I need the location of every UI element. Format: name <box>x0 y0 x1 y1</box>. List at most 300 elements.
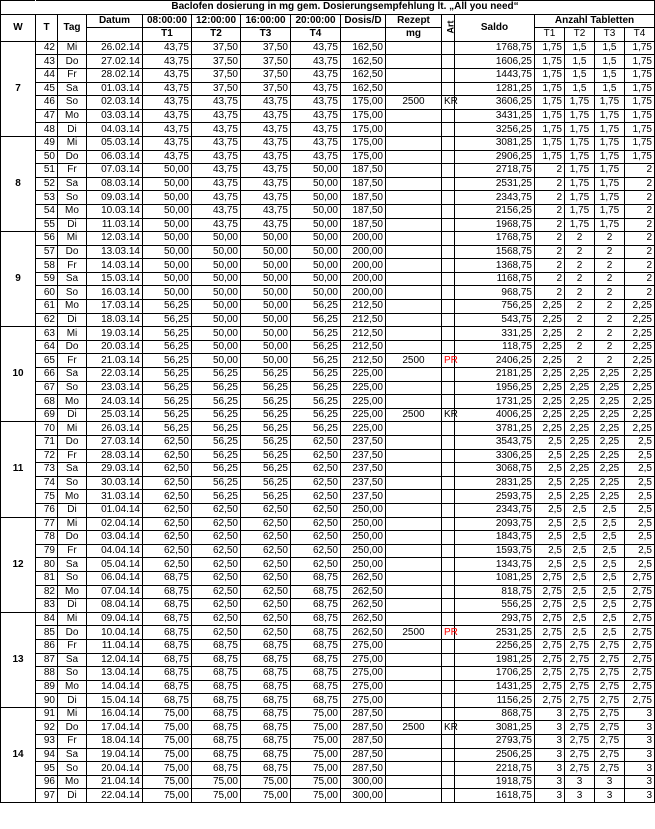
tablets-t3: 2 <box>595 340 625 354</box>
table-row <box>1 476 655 490</box>
dose-per-day: 187,50 <box>341 177 386 191</box>
dose-per-day: 250,00 <box>341 531 386 545</box>
header-tab-t1: T1 <box>535 28 565 42</box>
weekday: Sa <box>58 272 87 286</box>
table-row <box>1 354 655 368</box>
prescription <box>386 55 442 69</box>
date: 06.03.14 <box>87 150 143 164</box>
tablets-t3: 1,75 <box>595 123 625 137</box>
dose-08: 50,00 <box>143 218 192 232</box>
dose-20: 68,75 <box>291 653 341 667</box>
tablets-t2: 2 <box>565 245 595 259</box>
tablets-t2: 2,75 <box>565 762 595 776</box>
day-number: 55 <box>36 218 58 232</box>
dose-16: 56,25 <box>241 490 291 504</box>
dose-20: 68,75 <box>291 667 341 681</box>
dose-12: 56,25 <box>192 449 241 463</box>
dose-08: 50,00 <box>143 177 192 191</box>
tablets-t3: 2,5 <box>595 517 625 531</box>
dose-16: 68,75 <box>241 721 291 735</box>
dose-16: 50,00 <box>241 245 291 259</box>
balance: 2718,75 <box>455 164 535 178</box>
day-number: 53 <box>36 191 58 205</box>
day-number: 42 <box>36 41 58 55</box>
dose-08: 50,00 <box>143 259 192 273</box>
day-number: 64 <box>36 340 58 354</box>
tablets-t2: 1,75 <box>565 218 595 232</box>
date: 23.03.14 <box>87 381 143 395</box>
prescription <box>386 232 442 246</box>
prescription <box>386 571 442 585</box>
day-number: 63 <box>36 327 58 341</box>
header-t2: T2 <box>192 28 241 42</box>
dose-20: 62,50 <box>291 490 341 504</box>
tablets-t2: 1,5 <box>565 55 595 69</box>
tablets-t1: 2,5 <box>535 503 565 517</box>
dose-16: 62,50 <box>241 612 291 626</box>
prescription-type <box>442 748 455 762</box>
date: 16.03.14 <box>87 286 143 300</box>
tablets-t3: 3 <box>595 789 625 803</box>
dose-20: 43,75 <box>291 109 341 123</box>
tablets-t4: 2,5 <box>625 476 655 490</box>
tablets-t1: 2 <box>535 245 565 259</box>
tablets-t4: 2,5 <box>625 517 655 531</box>
weekday: Mi <box>58 327 87 341</box>
dose-per-day: 212,50 <box>341 354 386 368</box>
dose-20: 43,75 <box>291 136 341 150</box>
dose-per-day: 300,00 <box>341 789 386 803</box>
dose-12: 56,25 <box>192 476 241 490</box>
date: 09.04.14 <box>87 612 143 626</box>
prescription <box>386 191 442 205</box>
balance: 2406,25 <box>455 354 535 368</box>
tablets-t1: 2,5 <box>535 490 565 504</box>
day-number: 43 <box>36 55 58 69</box>
dose-20: 56,25 <box>291 340 341 354</box>
dose-08: 62,50 <box>143 463 192 477</box>
tablets-t1: 2,75 <box>535 653 565 667</box>
dose-12: 50,00 <box>192 340 241 354</box>
tablets-t1: 2,5 <box>535 476 565 490</box>
tablets-t3: 1,75 <box>595 96 625 110</box>
dose-08: 43,75 <box>143 136 192 150</box>
tablets-t2: 1,75 <box>565 164 595 178</box>
day-number: 59 <box>36 272 58 286</box>
dose-16: 50,00 <box>241 300 291 314</box>
dose-12: 43,75 <box>192 191 241 205</box>
balance: 4006,25 <box>455 408 535 422</box>
dose-16: 37,50 <box>241 68 291 82</box>
tablets-t1: 1,75 <box>535 82 565 96</box>
tablets-t3: 2,75 <box>595 748 625 762</box>
header-tab-t3: T3 <box>595 28 625 42</box>
prescription-type <box>442 204 455 218</box>
weekday: Mi <box>58 517 87 531</box>
date: 04.03.14 <box>87 123 143 137</box>
dose-08: 68,75 <box>143 626 192 640</box>
dose-12: 43,75 <box>192 150 241 164</box>
date: 21.04.14 <box>87 775 143 789</box>
balance: 1156,25 <box>455 694 535 708</box>
tablets-t4: 2,75 <box>625 612 655 626</box>
tablets-t1: 2 <box>535 259 565 273</box>
prescription <box>386 218 442 232</box>
prescription <box>386 775 442 789</box>
table-title: Baclofen dosierung in mg gem. Dosierungsempfehlung lt. „All you need“ <box>36 1 655 15</box>
weekday: So <box>58 381 87 395</box>
tablets-t3: 2,5 <box>595 531 625 545</box>
tablets-t2: 2 <box>565 340 595 354</box>
date: 26.02.14 <box>87 41 143 55</box>
header-time-12: 12:00:00 <box>192 14 241 28</box>
table-row <box>1 204 655 218</box>
weekday: Mo <box>58 300 87 314</box>
prescription <box>386 599 442 613</box>
header-t4: T4 <box>291 28 341 42</box>
balance: 1768,75 <box>455 41 535 55</box>
dose-20: 56,25 <box>291 381 341 395</box>
date: 13.04.14 <box>87 667 143 681</box>
prescription <box>386 436 442 450</box>
balance: 3543,75 <box>455 436 535 450</box>
dose-20: 43,75 <box>291 96 341 110</box>
prescription-type <box>442 463 455 477</box>
dose-16: 56,25 <box>241 422 291 436</box>
dose-12: 62,50 <box>192 612 241 626</box>
table-row <box>1 707 655 721</box>
prescription-type <box>442 286 455 300</box>
tablets-t2: 1,75 <box>565 96 595 110</box>
prescription <box>386 517 442 531</box>
dose-per-day: 212,50 <box>341 300 386 314</box>
tablets-t1: 1,75 <box>535 68 565 82</box>
balance: 818,75 <box>455 585 535 599</box>
day-number: 74 <box>36 476 58 490</box>
tablets-t2: 1,75 <box>565 136 595 150</box>
day-number: 56 <box>36 232 58 246</box>
tablets-t1: 2,5 <box>535 558 565 572</box>
dose-per-day: 200,00 <box>341 245 386 259</box>
dose-per-day: 250,00 <box>341 544 386 558</box>
tablets-t2: 1,5 <box>565 41 595 55</box>
day-number: 88 <box>36 667 58 681</box>
prescription <box>386 245 442 259</box>
tablets-t4: 2,75 <box>625 626 655 640</box>
balance: 2093,75 <box>455 517 535 531</box>
date: 29.03.14 <box>87 463 143 477</box>
dose-08: 62,50 <box>143 476 192 490</box>
prescription-type <box>442 259 455 273</box>
dose-per-day: 225,00 <box>341 368 386 382</box>
dose-12: 50,00 <box>192 245 241 259</box>
dose-16: 56,25 <box>241 449 291 463</box>
tablets-t3: 2 <box>595 354 625 368</box>
dose-12: 62,50 <box>192 517 241 531</box>
date: 27.02.14 <box>87 55 143 69</box>
header-day-number: T <box>36 14 58 41</box>
date: 18.04.14 <box>87 735 143 749</box>
table-row <box>1 449 655 463</box>
prescription-type <box>442 544 455 558</box>
table-row <box>1 789 655 803</box>
tablets-t4: 1,75 <box>625 123 655 137</box>
tablets-t2: 3 <box>565 775 595 789</box>
table-row <box>1 748 655 762</box>
dose-per-day: 225,00 <box>341 408 386 422</box>
tablets-t1: 3 <box>535 721 565 735</box>
prescription-type <box>442 599 455 613</box>
tablets-t3: 2,5 <box>595 558 625 572</box>
balance: 2156,25 <box>455 204 535 218</box>
date: 26.03.14 <box>87 422 143 436</box>
tablets-t2: 2 <box>565 286 595 300</box>
prescription-type <box>442 272 455 286</box>
balance: 1431,25 <box>455 680 535 694</box>
dose-20: 75,00 <box>291 748 341 762</box>
balance: 2506,25 <box>455 748 535 762</box>
table-row <box>1 762 655 776</box>
prescription-type <box>442 775 455 789</box>
weekday: Fr <box>58 639 87 653</box>
balance: 3081,25 <box>455 136 535 150</box>
prescription-type <box>442 503 455 517</box>
tablets-t3: 1,75 <box>595 136 625 150</box>
tablets-t3: 2 <box>595 300 625 314</box>
dose-12: 43,75 <box>192 204 241 218</box>
weekday: Mi <box>58 232 87 246</box>
dose-per-day: 187,50 <box>341 164 386 178</box>
header-time-20: 20:00:00 <box>291 14 341 28</box>
tablets-t4: 2,5 <box>625 544 655 558</box>
header-date: Datum <box>87 14 143 28</box>
dose-08: 75,00 <box>143 721 192 735</box>
dose-12: 43,75 <box>192 218 241 232</box>
dose-20: 62,50 <box>291 436 341 450</box>
dose-16: 43,75 <box>241 218 291 232</box>
tablets-t4: 2 <box>625 164 655 178</box>
tablets-t3: 2,75 <box>595 653 625 667</box>
table-row <box>1 612 655 626</box>
tablets-t2: 2,25 <box>565 395 595 409</box>
table-row <box>1 150 655 164</box>
tablets-t3: 2,25 <box>595 395 625 409</box>
balance: 3606,25 <box>455 96 535 110</box>
dose-08: 75,00 <box>143 762 192 776</box>
dose-per-day: 275,00 <box>341 639 386 653</box>
tablets-t2: 1,75 <box>565 204 595 218</box>
prescription-type <box>442 177 455 191</box>
tablets-t4: 1,75 <box>625 96 655 110</box>
dose-12: 56,25 <box>192 490 241 504</box>
tablets-t2: 2 <box>565 272 595 286</box>
tablets-t2: 2,5 <box>565 585 595 599</box>
dose-per-day: 212,50 <box>341 313 386 327</box>
tablets-t3: 3 <box>595 775 625 789</box>
balance: 1343,75 <box>455 558 535 572</box>
prescription-type <box>442 327 455 341</box>
dose-16: 43,75 <box>241 123 291 137</box>
date: 14.04.14 <box>87 680 143 694</box>
dose-per-day: 187,50 <box>341 204 386 218</box>
day-number: 84 <box>36 612 58 626</box>
dose-per-day: 162,50 <box>341 55 386 69</box>
tablets-t2: 2,5 <box>565 612 595 626</box>
balance: 1568,75 <box>455 245 535 259</box>
dose-16: 37,50 <box>241 82 291 96</box>
weekday: So <box>58 667 87 681</box>
prescription-type <box>442 82 455 96</box>
dose-16: 68,75 <box>241 639 291 653</box>
balance: 331,25 <box>455 327 535 341</box>
day-number: 44 <box>36 68 58 82</box>
table-row <box>1 599 655 613</box>
tablets-t1: 2,75 <box>535 599 565 613</box>
prescription <box>386 286 442 300</box>
tablets-t2: 2,75 <box>565 721 595 735</box>
tablets-t1: 1,75 <box>535 96 565 110</box>
day-number: 91 <box>36 707 58 721</box>
table-row <box>1 626 655 640</box>
dose-12: 62,50 <box>192 503 241 517</box>
tablets-t3: 2 <box>595 327 625 341</box>
tablets-t4: 2,75 <box>625 694 655 708</box>
dose-16: 43,75 <box>241 109 291 123</box>
dose-08: 56,25 <box>143 340 192 354</box>
tablets-t2: 2,25 <box>565 463 595 477</box>
dose-16: 62,50 <box>241 558 291 572</box>
tablets-t1: 2,75 <box>535 585 565 599</box>
dose-20: 68,75 <box>291 626 341 640</box>
tablets-t1: 2 <box>535 272 565 286</box>
table-row <box>1 735 655 749</box>
day-number: 94 <box>36 748 58 762</box>
dose-12: 68,75 <box>192 667 241 681</box>
dose-16: 62,50 <box>241 599 291 613</box>
tablets-t2: 2,25 <box>565 490 595 504</box>
dose-20: 62,50 <box>291 544 341 558</box>
weekday: Mi <box>58 707 87 721</box>
prescription-type <box>442 340 455 354</box>
dose-12: 50,00 <box>192 300 241 314</box>
dose-per-day: 225,00 <box>341 395 386 409</box>
dose-08: 56,25 <box>143 381 192 395</box>
tablets-t4: 2 <box>625 218 655 232</box>
weekday: Do <box>58 150 87 164</box>
weekday: Mo <box>58 490 87 504</box>
day-number: 58 <box>36 259 58 273</box>
day-number: 86 <box>36 639 58 653</box>
table-row <box>1 721 655 735</box>
prescription <box>386 68 442 82</box>
prescription <box>386 789 442 803</box>
dose-20: 50,00 <box>291 245 341 259</box>
tablets-t2: 2,75 <box>565 639 595 653</box>
dose-20: 68,75 <box>291 612 341 626</box>
prescription-type <box>442 150 455 164</box>
date: 20.03.14 <box>87 340 143 354</box>
tablets-t2: 2 <box>565 354 595 368</box>
dose-20: 68,75 <box>291 599 341 613</box>
weekday: Mi <box>58 612 87 626</box>
balance: 1618,75 <box>455 789 535 803</box>
tablets-t1: 2,75 <box>535 571 565 585</box>
tablets-t3: 2,5 <box>595 544 625 558</box>
tablets-t1: 3 <box>535 707 565 721</box>
date: 05.04.14 <box>87 558 143 572</box>
tablets-t1: 3 <box>535 762 565 776</box>
tablets-t2: 2,75 <box>565 735 595 749</box>
dose-12: 50,00 <box>192 259 241 273</box>
date: 07.03.14 <box>87 164 143 178</box>
prescription-type <box>442 762 455 776</box>
header-t3: T3 <box>241 28 291 42</box>
date: 12.03.14 <box>87 232 143 246</box>
tablets-t4: 2,25 <box>625 422 655 436</box>
weekday: Mi <box>58 422 87 436</box>
date: 19.03.14 <box>87 327 143 341</box>
header-weekday: Tag <box>58 14 87 41</box>
dose-per-day: 162,50 <box>341 82 386 96</box>
weekday: Mo <box>58 680 87 694</box>
prescription <box>386 463 442 477</box>
tablets-t3: 2,75 <box>595 721 625 735</box>
weekday: Mo <box>58 775 87 789</box>
date: 01.04.14 <box>87 503 143 517</box>
dose-16: 62,50 <box>241 571 291 585</box>
table-row <box>1 272 655 286</box>
date: 02.04.14 <box>87 517 143 531</box>
header-dose-sub <box>341 28 386 42</box>
balance: 3306,25 <box>455 449 535 463</box>
dose-per-day: 175,00 <box>341 109 386 123</box>
prescription <box>386 259 442 273</box>
tablets-t2: 2,5 <box>565 531 595 545</box>
dose-08: 43,75 <box>143 123 192 137</box>
day-number: 90 <box>36 694 58 708</box>
dose-12: 43,75 <box>192 164 241 178</box>
date: 11.04.14 <box>87 639 143 653</box>
dose-per-day: 300,00 <box>341 775 386 789</box>
tablets-t2: 1,75 <box>565 177 595 191</box>
tablets-t2: 2,75 <box>565 694 595 708</box>
prescription-type <box>442 585 455 599</box>
dose-12: 50,00 <box>192 286 241 300</box>
tablets-t3: 2,25 <box>595 463 625 477</box>
table-row <box>1 571 655 585</box>
weekday: Di <box>58 313 87 327</box>
dose-12: 43,75 <box>192 123 241 137</box>
prescription-type: KR <box>442 408 455 422</box>
tablets-t2: 2,25 <box>565 422 595 436</box>
date: 15.04.14 <box>87 694 143 708</box>
tablets-t1: 2,5 <box>535 544 565 558</box>
day-number: 79 <box>36 544 58 558</box>
date: 17.04.14 <box>87 721 143 735</box>
tablets-t1: 2,25 <box>535 340 565 354</box>
table-row <box>1 381 655 395</box>
prescription <box>386 544 442 558</box>
table-row <box>1 109 655 123</box>
dose-per-day: 187,50 <box>341 191 386 205</box>
tablets-t1: 3 <box>535 775 565 789</box>
table-row <box>1 82 655 96</box>
dose-08: 50,00 <box>143 286 192 300</box>
table-row <box>1 96 655 110</box>
dose-per-day: 287,50 <box>341 735 386 749</box>
tablets-t4: 2,75 <box>625 571 655 585</box>
tablets-t2: 2,25 <box>565 368 595 382</box>
